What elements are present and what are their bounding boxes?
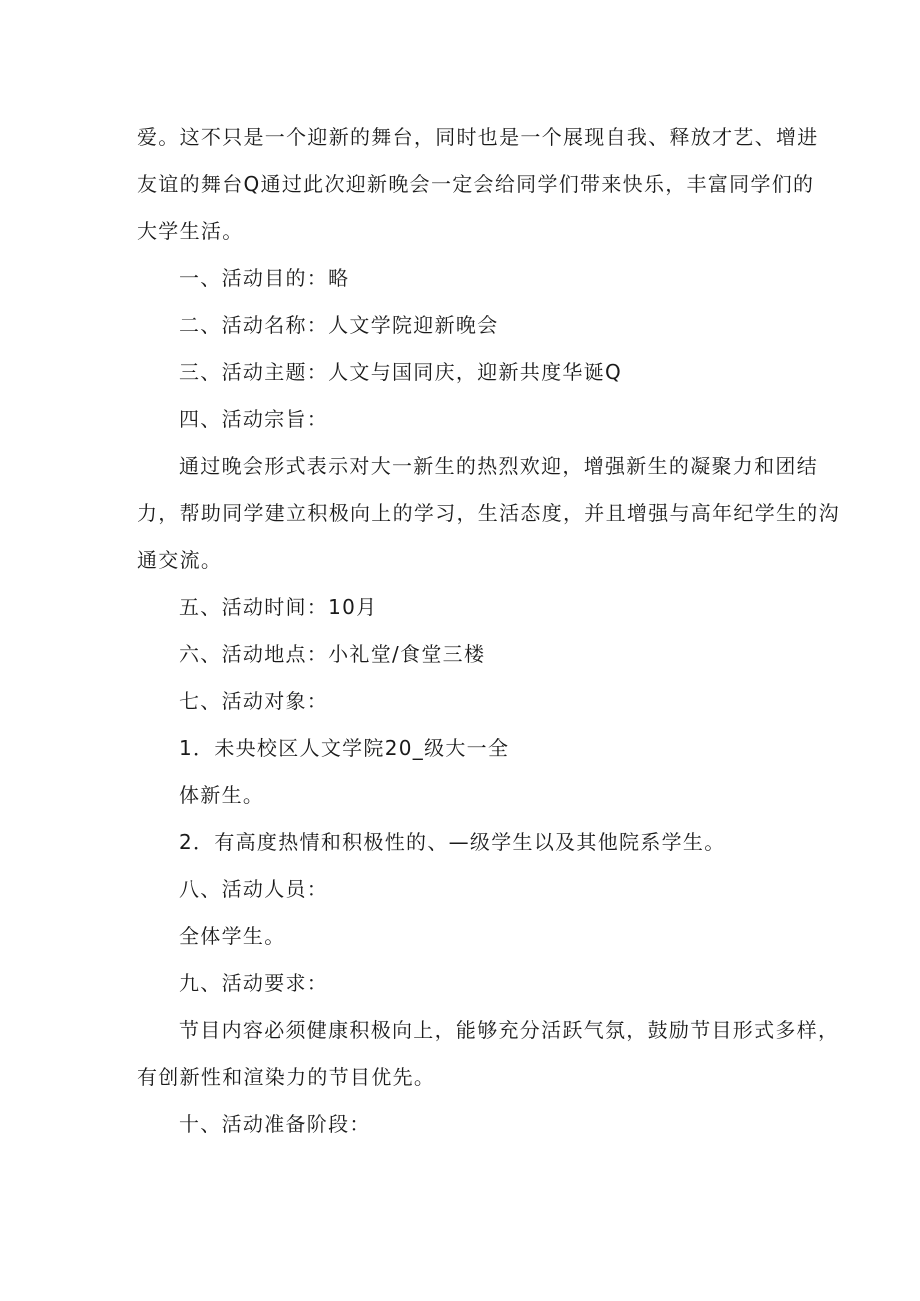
- section-heading-preparation: 十、活动准备阶段：: [179, 1112, 371, 1136]
- section-heading-location: 六、活动地点：小礼堂/食堂三楼: [179, 642, 486, 666]
- paragraph-line: 爱。这不只是一个迎新的舞台，同时也是一个展现自我、释放才艺、增进: [137, 125, 819, 149]
- list-item: 1．未央校区人文学院20_级大一全: [179, 736, 510, 760]
- list-item-continuation: 体新生。: [179, 783, 265, 807]
- paragraph-line: 力，帮助同学建立积极向上的学习，生活态度，并且增强与高年纪学生的沟: [137, 501, 840, 525]
- section-heading-time: 五、活动时间：10月: [179, 595, 378, 619]
- list-item: 2．有高度热情和积极性的、—级学生以及其他院系学生。: [179, 830, 726, 854]
- paragraph-line: 通交流。: [137, 548, 223, 572]
- document-body: [137, 114, 840, 1148]
- section-heading-requirements: 九、活动要求：: [179, 971, 329, 995]
- section-heading-aim: 四、活动宗旨：: [179, 407, 329, 431]
- paragraph-line: 节目内容必须健康积极向上，能够充分活跃气氛，鼓励节目形式多样，: [179, 1018, 840, 1042]
- section-heading-personnel: 八、活动人员：: [179, 877, 329, 901]
- paragraph-line: 全体学生。: [179, 924, 286, 948]
- section-heading-purpose: 一、活动目的：略: [179, 266, 350, 290]
- section-heading-theme: 三、活动主题：人文与国同庆，迎新共度华诞Q: [179, 360, 623, 384]
- paragraph-line: 大学生活。: [137, 219, 244, 243]
- paragraph-line: 通过晚会形式表示对大一新生的热烈欢迎，增强新生的凝聚力和团结: [179, 454, 818, 478]
- paragraph-line: 有创新性和渲染力的节目优先。: [137, 1065, 436, 1089]
- section-heading-name: 二、活动名称：人文学院迎新晚会: [179, 313, 499, 337]
- section-heading-audience: 七、活动对象：: [179, 689, 329, 713]
- paragraph-line: 友谊的舞台Q通过此次迎新晚会一定会给同学们带来快乐，丰富同学们的: [137, 172, 815, 196]
